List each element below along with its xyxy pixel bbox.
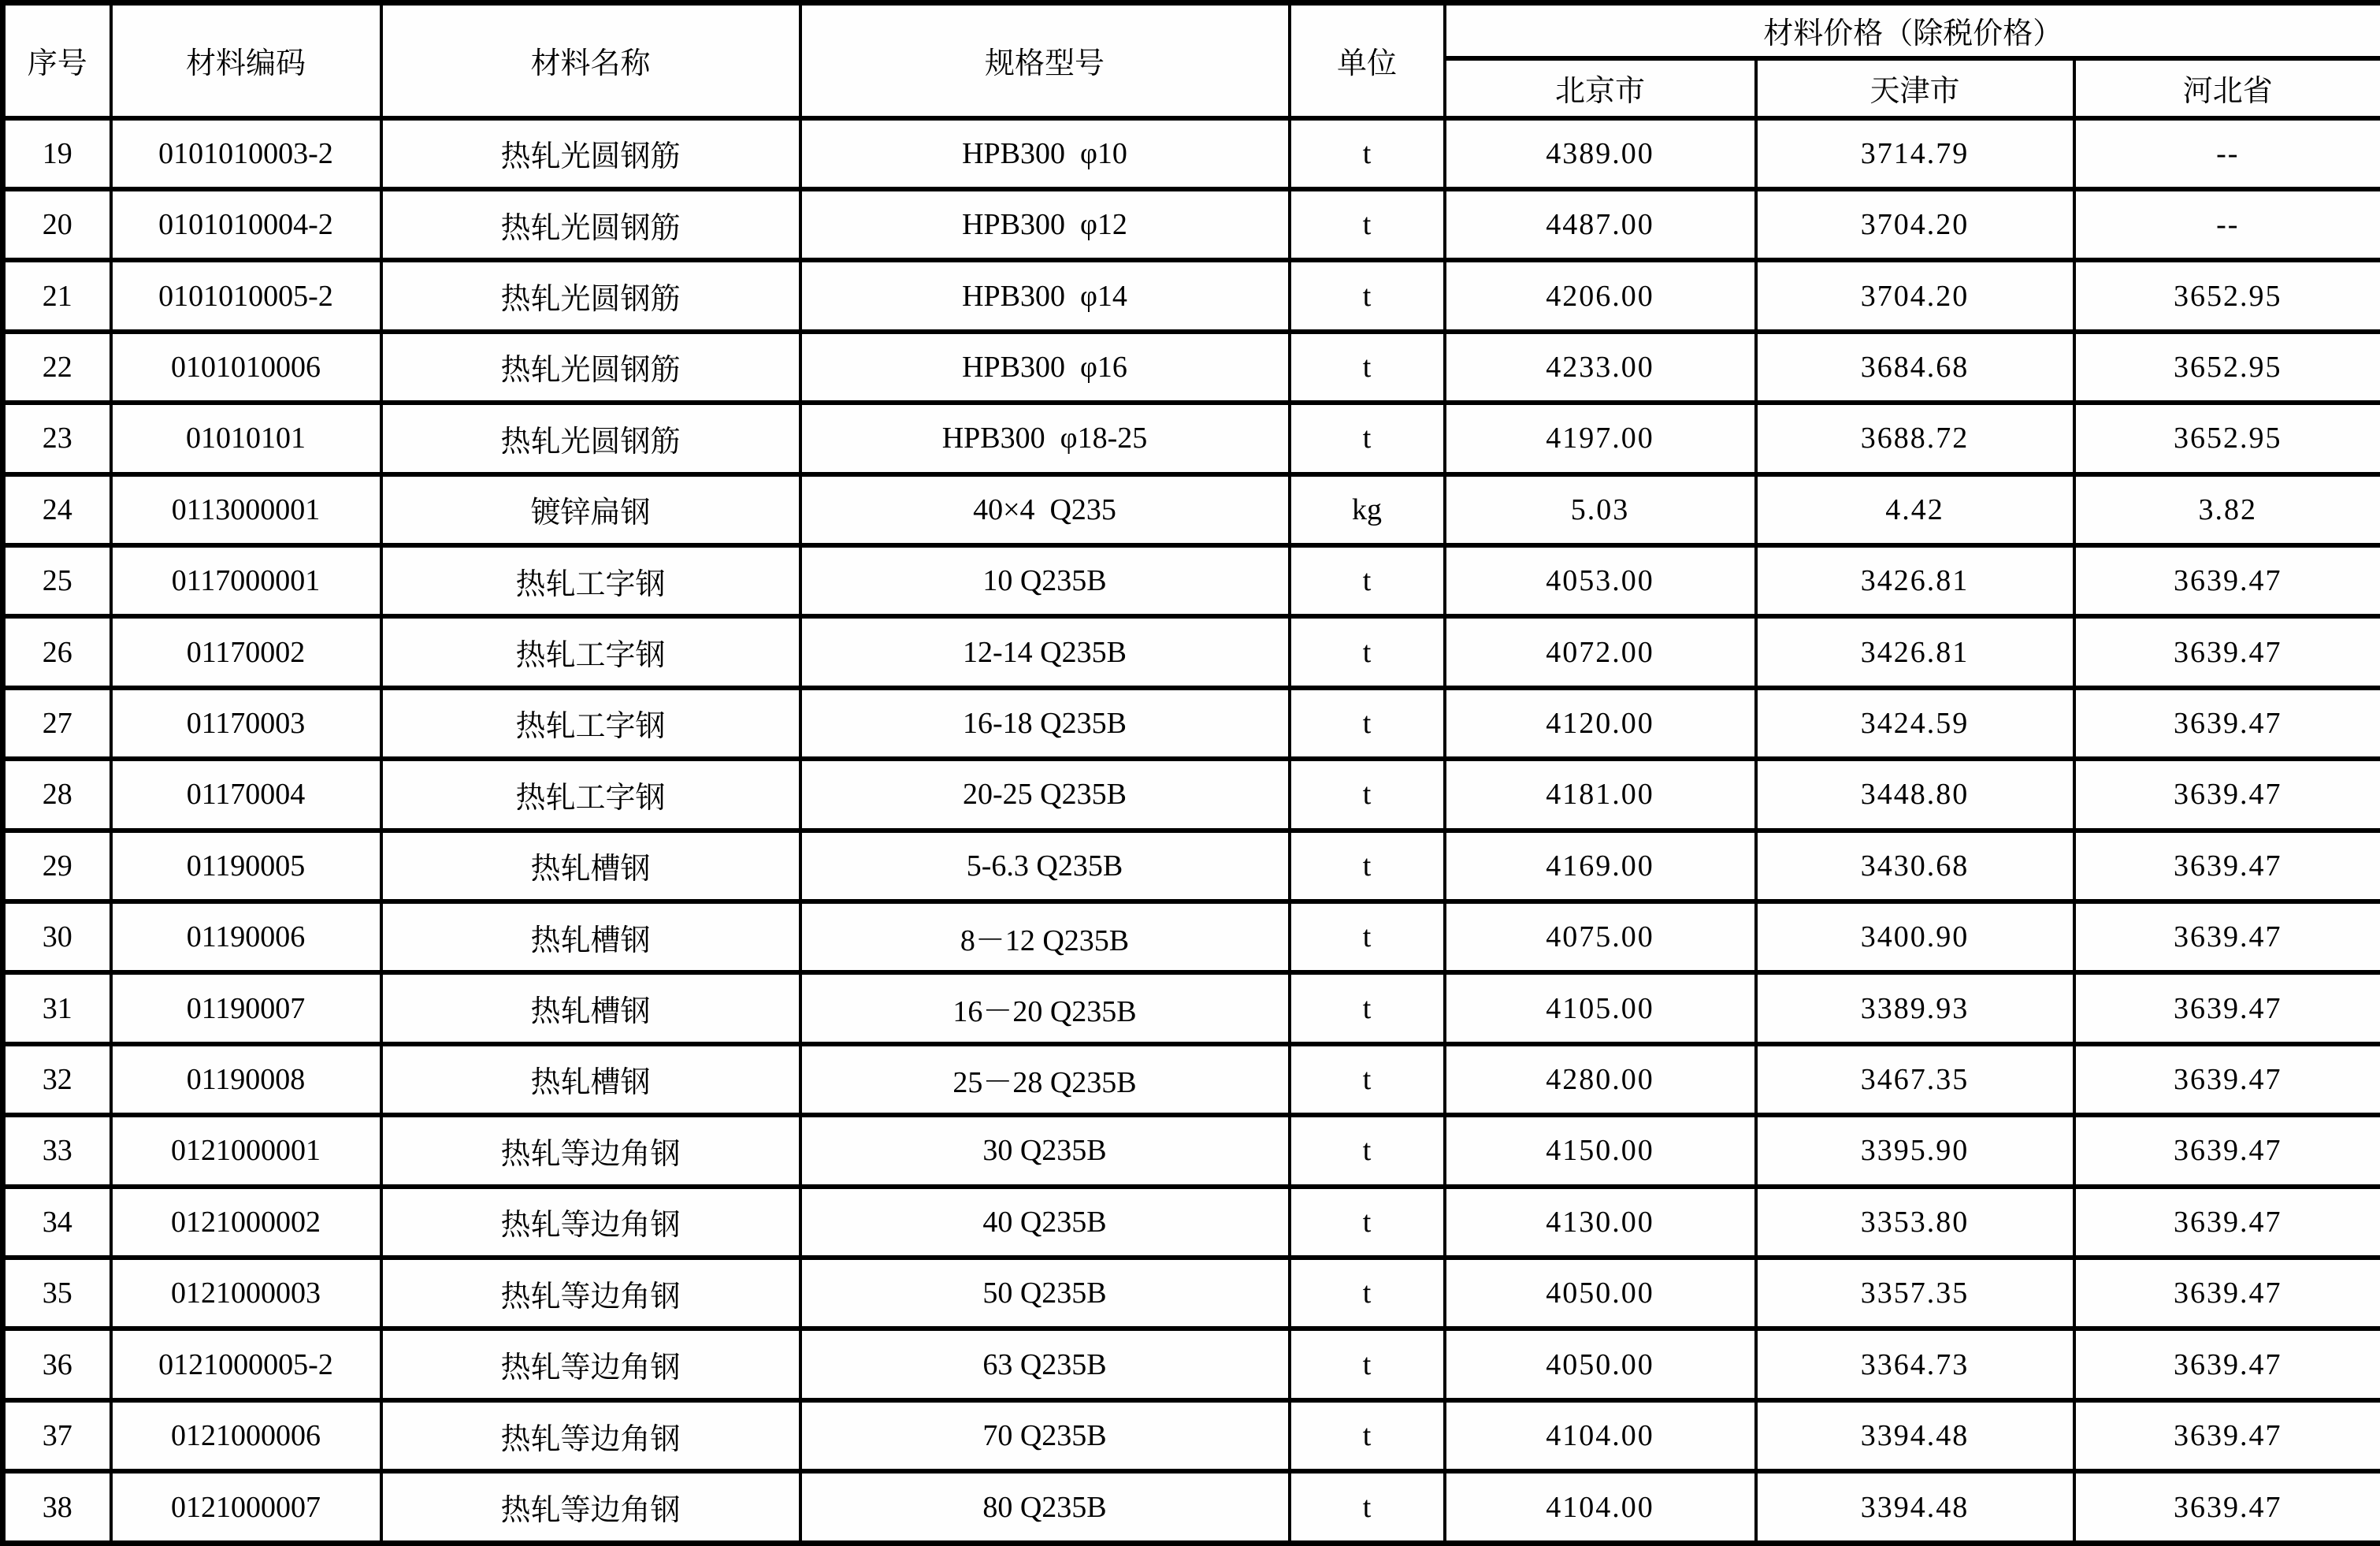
unit-cell: t xyxy=(1290,616,1445,687)
price-tianjin-cell: 3353.80 xyxy=(1756,1187,2074,1258)
material-code-cell: 01190005 xyxy=(111,831,381,901)
price-tianjin-cell: 3704.20 xyxy=(1756,189,2074,260)
price-beijing-cell: 4181.00 xyxy=(1445,759,1756,830)
table-row xyxy=(3,260,2380,331)
price-hebei-cell: 3639.47 xyxy=(2074,1044,2380,1115)
unit-cell: t xyxy=(1290,831,1445,901)
unit-cell: t xyxy=(1290,1329,1445,1399)
price-hebei-cell: 3639.47 xyxy=(2074,1258,2380,1329)
price-hebei-cell: 3652.95 xyxy=(2074,260,2380,331)
material-name-cell: 热轧工字钢 xyxy=(381,545,800,616)
price-hebei-cell: 3639.47 xyxy=(2074,688,2380,759)
material-code-cell: 0117000001 xyxy=(111,545,381,616)
spec-model-cell: HPB300 φ10 xyxy=(800,118,1290,189)
unit-cell: t xyxy=(1290,1187,1445,1258)
price-beijing-cell: 4389.00 xyxy=(1445,118,1756,189)
price-beijing-cell: 4050.00 xyxy=(1445,1258,1756,1329)
price-beijing-cell: 4280.00 xyxy=(1445,1044,1756,1115)
spec-model-cell: 16-18 Q235B xyxy=(800,688,1290,759)
table-row xyxy=(3,901,2380,972)
unit-cell: t xyxy=(1290,759,1445,830)
header-seq: 序号 xyxy=(3,3,111,118)
spec-model-cell: 25－28 Q235B xyxy=(800,1044,1290,1115)
price-beijing-cell: 4120.00 xyxy=(1445,688,1756,759)
seq-cell: 23 xyxy=(3,403,111,474)
price-tianjin-cell: 3688.72 xyxy=(1756,403,2074,474)
unit-cell: t xyxy=(1290,403,1445,474)
price-beijing-cell: 4105.00 xyxy=(1445,972,1756,1043)
material-code-cell: 0121000001 xyxy=(111,1115,381,1186)
table-row xyxy=(3,545,2380,616)
table-row xyxy=(3,403,2380,474)
material-code-cell: 0121000005-2 xyxy=(111,1329,381,1399)
price-tianjin-cell: 3684.68 xyxy=(1756,332,2074,403)
price-beijing-cell: 4075.00 xyxy=(1445,901,1756,972)
seq-cell: 29 xyxy=(3,831,111,901)
material-code-cell: 01010101 xyxy=(111,403,381,474)
price-beijing-cell: 4233.00 xyxy=(1445,332,1756,403)
unit-cell: t xyxy=(1290,1044,1445,1115)
price-beijing-cell: 4487.00 xyxy=(1445,189,1756,260)
seq-cell: 25 xyxy=(3,545,111,616)
material-name-cell: 热轧工字钢 xyxy=(381,616,800,687)
material-code-cell: 0113000001 xyxy=(111,474,381,545)
price-beijing-cell: 4206.00 xyxy=(1445,260,1756,331)
material-name-cell: 热轧光圆钢筋 xyxy=(381,260,800,331)
material-code-cell: 0101010005-2 xyxy=(111,260,381,331)
material-code-cell: 01170002 xyxy=(111,616,381,687)
table-body xyxy=(3,118,2380,1544)
header-hebei: 河北省 xyxy=(2074,58,2380,118)
price-hebei-cell: 3639.47 xyxy=(2074,1187,2380,1258)
price-hebei-cell: 3639.47 xyxy=(2074,616,2380,687)
price-tianjin-cell: 3394.48 xyxy=(1756,1471,2074,1543)
spec-model-cell: 5-6.3 Q235B xyxy=(800,831,1290,901)
unit-cell: t xyxy=(1290,1258,1445,1329)
header-spec-model: 规格型号 xyxy=(800,3,1290,118)
price-hebei-cell: 3639.47 xyxy=(2074,545,2380,616)
seq-cell: 34 xyxy=(3,1187,111,1258)
seq-cell: 38 xyxy=(3,1471,111,1543)
price-tianjin-cell: 3704.20 xyxy=(1756,260,2074,331)
price-beijing-cell: 4072.00 xyxy=(1445,616,1756,687)
header-tianjin: 天津市 xyxy=(1756,58,2074,118)
table-row xyxy=(3,189,2380,260)
header-beijing: 北京市 xyxy=(1445,58,1756,118)
price-beijing-cell: 4104.00 xyxy=(1445,1471,1756,1543)
seq-cell: 19 xyxy=(3,118,111,189)
table-row xyxy=(3,1258,2380,1329)
spec-model-cell: 12-14 Q235B xyxy=(800,616,1290,687)
header-row-1 xyxy=(3,3,2380,58)
seq-cell: 35 xyxy=(3,1258,111,1329)
header-material-code: 材料编码 xyxy=(111,3,381,118)
price-beijing-cell: 4169.00 xyxy=(1445,831,1756,901)
unit-cell: t xyxy=(1290,1400,1445,1471)
price-hebei-cell: 3639.47 xyxy=(2074,1471,2380,1543)
seq-cell: 37 xyxy=(3,1400,111,1471)
spec-model-cell: 70 Q235B xyxy=(800,1400,1290,1471)
spec-model-cell: HPB300 φ18-25 xyxy=(800,403,1290,474)
price-tianjin-cell: 3426.81 xyxy=(1756,545,2074,616)
price-hebei-cell: 3639.47 xyxy=(2074,972,2380,1043)
unit-cell: t xyxy=(1290,118,1445,189)
material-code-cell: 01170004 xyxy=(111,759,381,830)
seq-cell: 27 xyxy=(3,688,111,759)
spec-model-cell: 30 Q235B xyxy=(800,1115,1290,1186)
seq-cell: 22 xyxy=(3,332,111,403)
spec-model-cell: 50 Q235B xyxy=(800,1258,1290,1329)
material-name-cell: 热轧等边角钢 xyxy=(381,1187,800,1258)
price-hebei-cell: 3639.47 xyxy=(2074,1115,2380,1186)
spec-model-cell: 8－12 Q235B xyxy=(800,901,1290,972)
material-code-cell: 0121000007 xyxy=(111,1471,381,1543)
price-beijing-cell: 4197.00 xyxy=(1445,403,1756,474)
material-code-cell: 0101010003-2 xyxy=(111,118,381,189)
seq-cell: 21 xyxy=(3,260,111,331)
unit-cell: t xyxy=(1290,545,1445,616)
material-code-cell: 01190006 xyxy=(111,901,381,972)
unit-cell: t xyxy=(1290,189,1445,260)
material-name-cell: 热轧等边角钢 xyxy=(381,1115,800,1186)
table-row xyxy=(3,332,2380,403)
spec-model-cell: 40×4 Q235 xyxy=(800,474,1290,545)
material-name-cell: 热轧等边角钢 xyxy=(381,1258,800,1329)
table-row xyxy=(3,474,2380,545)
material-name-cell: 热轧槽钢 xyxy=(381,901,800,972)
material-name-cell: 热轧等边角钢 xyxy=(381,1329,800,1399)
material-code-cell: 0121000003 xyxy=(111,1258,381,1329)
price-beijing-cell: 4053.00 xyxy=(1445,545,1756,616)
table-row xyxy=(3,759,2380,830)
price-tianjin-cell: 3426.81 xyxy=(1756,616,2074,687)
price-tianjin-cell: 3364.73 xyxy=(1756,1329,2074,1399)
material-name-cell: 镀锌扁钢 xyxy=(381,474,800,545)
unit-cell: kg xyxy=(1290,474,1445,545)
table-row xyxy=(3,831,2380,901)
price-hebei-cell: 3.82 xyxy=(2074,474,2380,545)
seq-cell: 31 xyxy=(3,972,111,1043)
price-tianjin-cell: 3448.80 xyxy=(1756,759,2074,830)
seq-cell: 36 xyxy=(3,1329,111,1399)
price-tianjin-cell: 3467.35 xyxy=(1756,1044,2074,1115)
spec-model-cell: HPB300 φ16 xyxy=(800,332,1290,403)
price-hebei-cell: 3639.47 xyxy=(2074,901,2380,972)
price-beijing-cell: 5.03 xyxy=(1445,474,1756,545)
spec-model-cell: 10 Q235B xyxy=(800,545,1290,616)
price-beijing-cell: 4050.00 xyxy=(1445,1329,1756,1399)
seq-cell: 33 xyxy=(3,1115,111,1186)
material-name-cell: 热轧光圆钢筋 xyxy=(381,403,800,474)
table-row xyxy=(3,1400,2380,1471)
material-name-cell: 热轧槽钢 xyxy=(381,1044,800,1115)
header-material-name: 材料名称 xyxy=(381,3,800,118)
price-hebei-cell: 3639.47 xyxy=(2074,1400,2380,1471)
unit-cell: t xyxy=(1290,1471,1445,1543)
material-name-cell: 热轧光圆钢筋 xyxy=(381,332,800,403)
spec-model-cell: 16－20 Q235B xyxy=(800,972,1290,1043)
price-hebei-cell: -- xyxy=(2074,118,2380,189)
unit-cell: t xyxy=(1290,1115,1445,1186)
unit-cell: t xyxy=(1290,688,1445,759)
price-tianjin-cell: 3430.68 xyxy=(1756,831,2074,901)
material-code-cell: 0121000006 xyxy=(111,1400,381,1471)
price-tianjin-cell: 3389.93 xyxy=(1756,972,2074,1043)
price-tianjin-cell: 3400.90 xyxy=(1756,901,2074,972)
header-unit: 单位 xyxy=(1290,3,1445,118)
table-row xyxy=(3,1115,2380,1186)
seq-cell: 32 xyxy=(3,1044,111,1115)
table-row xyxy=(3,1329,2380,1399)
price-hebei-cell: 3639.47 xyxy=(2074,1329,2380,1399)
price-beijing-cell: 4130.00 xyxy=(1445,1187,1756,1258)
material-name-cell: 热轧等边角钢 xyxy=(381,1400,800,1471)
spec-model-cell: 20-25 Q235B xyxy=(800,759,1290,830)
seq-cell: 26 xyxy=(3,616,111,687)
spec-model-cell: 63 Q235B xyxy=(800,1329,1290,1399)
material-code-cell: 01190008 xyxy=(111,1044,381,1115)
material-name-cell: 热轧光圆钢筋 xyxy=(381,118,800,189)
unit-cell: t xyxy=(1290,260,1445,331)
spec-model-cell: 40 Q235B xyxy=(800,1187,1290,1258)
price-tianjin-cell: 4.42 xyxy=(1756,474,2074,545)
table-row xyxy=(3,1187,2380,1258)
unit-cell: t xyxy=(1290,901,1445,972)
header-price-group: 材料价格（除税价格） xyxy=(1445,3,2380,58)
material-code-cell: 0101010006 xyxy=(111,332,381,403)
table-header xyxy=(3,3,2380,118)
price-hebei-cell: 3652.95 xyxy=(2074,332,2380,403)
spec-model-cell: HPB300 φ12 xyxy=(800,189,1290,260)
price-hebei-cell: 3652.95 xyxy=(2074,403,2380,474)
price-tianjin-cell: 3395.90 xyxy=(1756,1115,2074,1186)
table-row xyxy=(3,118,2380,189)
seq-cell: 20 xyxy=(3,189,111,260)
table-row xyxy=(3,616,2380,687)
material-code-cell: 01170003 xyxy=(111,688,381,759)
seq-cell: 28 xyxy=(3,759,111,830)
price-tianjin-cell: 3394.48 xyxy=(1756,1400,2074,1471)
table-row xyxy=(3,972,2380,1043)
table-row xyxy=(3,1471,2380,1543)
material-name-cell: 热轧等边角钢 xyxy=(381,1471,800,1543)
seq-cell: 30 xyxy=(3,901,111,972)
price-tianjin-cell: 3357.35 xyxy=(1756,1258,2074,1329)
table-row xyxy=(3,1044,2380,1115)
material-name-cell: 热轧光圆钢筋 xyxy=(381,189,800,260)
material-code-cell: 0101010004-2 xyxy=(111,189,381,260)
seq-cell: 24 xyxy=(3,474,111,545)
price-tianjin-cell: 3424.59 xyxy=(1756,688,2074,759)
price-beijing-cell: 4104.00 xyxy=(1445,1400,1756,1471)
unit-cell: t xyxy=(1290,332,1445,403)
price-beijing-cell: 4150.00 xyxy=(1445,1115,1756,1186)
price-hebei-cell: -- xyxy=(2074,189,2380,260)
material-name-cell: 热轧槽钢 xyxy=(381,972,800,1043)
material-code-cell: 01190007 xyxy=(111,972,381,1043)
spec-model-cell: 80 Q235B xyxy=(800,1471,1290,1543)
material-code-cell: 0121000002 xyxy=(111,1187,381,1258)
unit-cell: t xyxy=(1290,972,1445,1043)
material-name-cell: 热轧工字钢 xyxy=(381,688,800,759)
table-row xyxy=(3,688,2380,759)
material-name-cell: 热轧工字钢 xyxy=(381,759,800,830)
price-hebei-cell: 3639.47 xyxy=(2074,831,2380,901)
price-tianjin-cell: 3714.79 xyxy=(1756,118,2074,189)
price-hebei-cell: 3639.47 xyxy=(2074,759,2380,830)
spec-model-cell: HPB300 φ14 xyxy=(800,260,1290,331)
material-name-cell: 热轧槽钢 xyxy=(381,831,800,901)
